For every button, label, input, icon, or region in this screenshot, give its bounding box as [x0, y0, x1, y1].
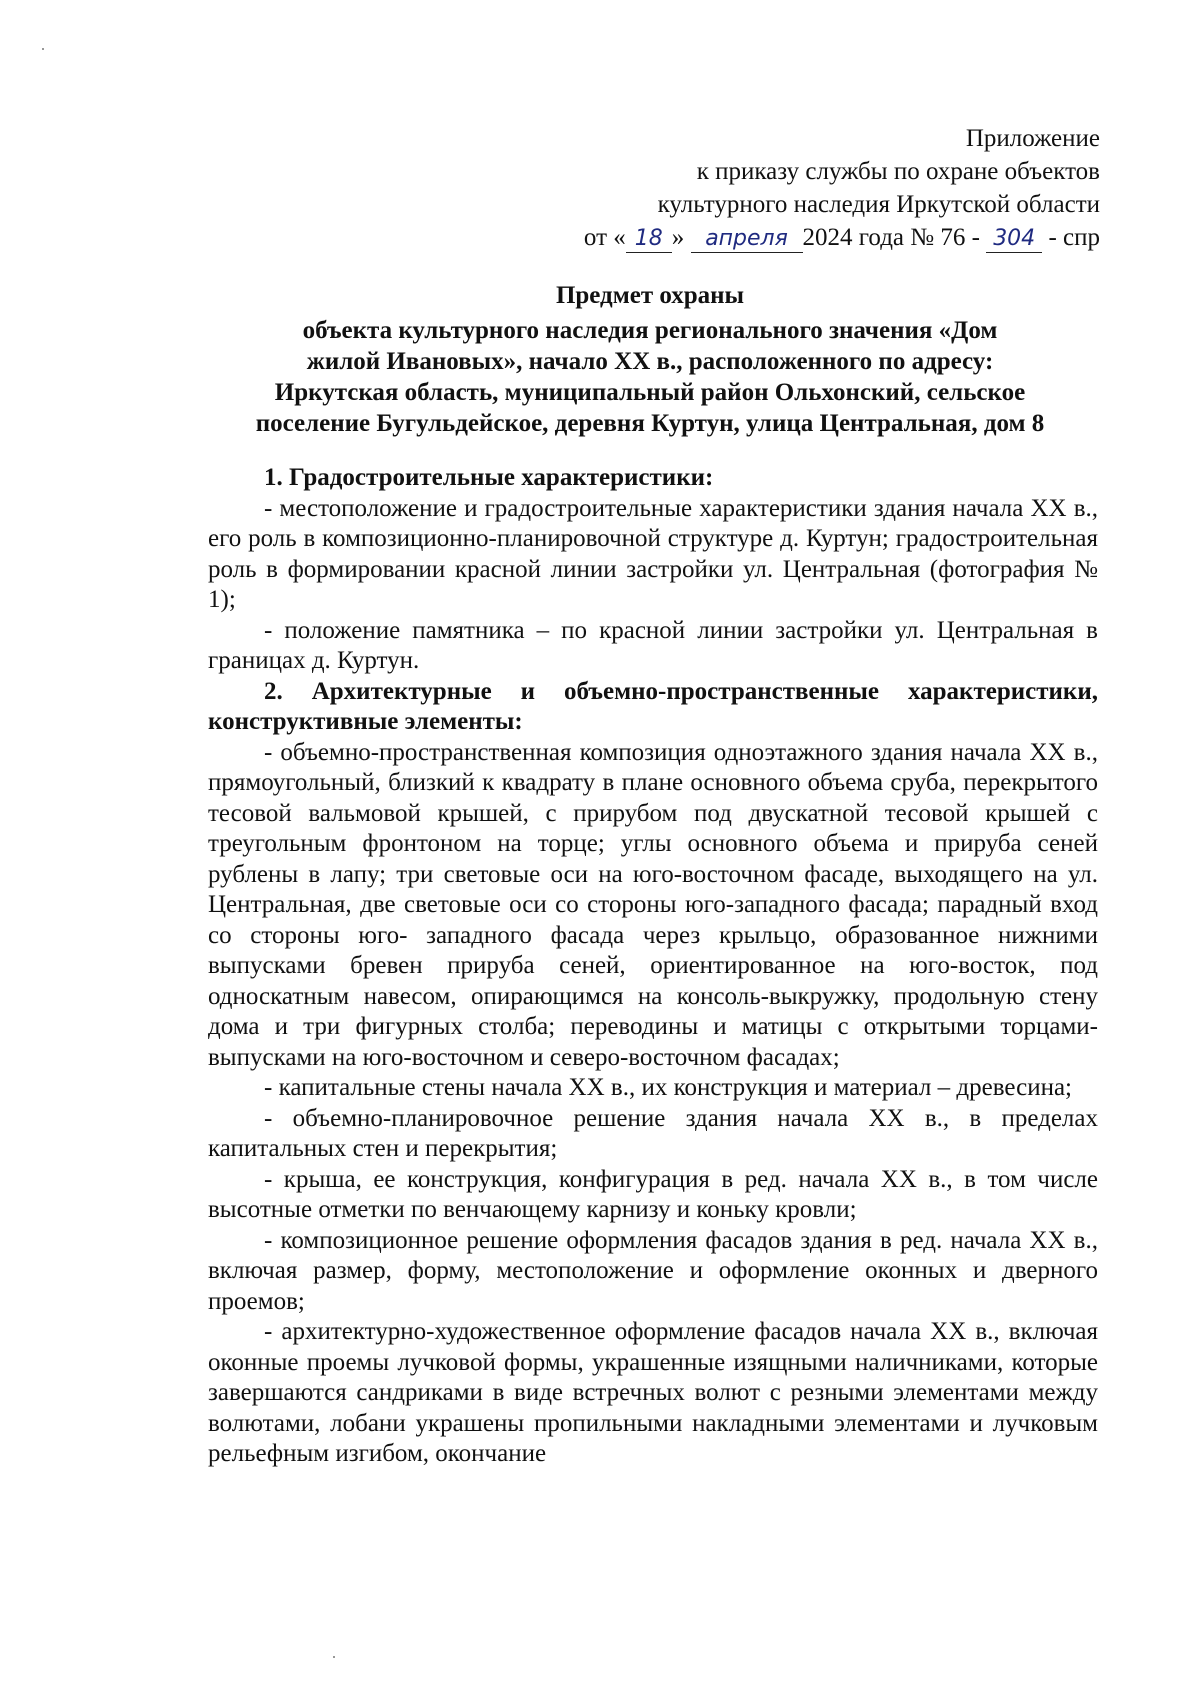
title-line-4: Иркутская область, муниципальный район Ольхонский, сельское	[274, 379, 1026, 406]
section-2-item: - крыша, ее конструкция, конфигурация в ред. начала XX в., в том числе высотные отметки по венчающему карнизу и коньку кровли;	[208, 1165, 1098, 1223]
section-2-item: - объемно-планировочное решение здания начала XX в., в пределах капитальных стен и перекрытия;	[208, 1104, 1098, 1162]
title-line-3: жилой Ивановых», начало XX в., расположенного по адресу:	[306, 348, 994, 375]
section-2-item: - капитальные стены начала XX в., их конструкция и материал – древесина;	[264, 1074, 1072, 1101]
header-line-3: культурного наследия Иркутской области	[657, 191, 1100, 218]
header-line-2: к приказу службы по охране объектов	[696, 158, 1100, 185]
date-year: 2024 года № 76 -	[802, 224, 980, 251]
section-2-item: - композиционное решение оформления фасадов здания в ред. начала XX в., включая размер, форму, местоположение и оформление оконных и дверного проемов;	[208, 1226, 1098, 1315]
handwritten-day: 18	[626, 226, 672, 253]
document-title	[200, 280, 1100, 439]
handwritten-number: 304	[986, 226, 1042, 253]
header-date-line	[400, 221, 1100, 254]
title-line-2: объекта культурного наследия регионального значения «Дом	[302, 317, 998, 344]
date-suffix: - спр	[1048, 224, 1100, 251]
section-2-item: - объемно-пространственная композиция одноэтажного здания начала XX в., прямоугольный, близкий к квадрату в плане основного объема сруба, перекрытого тесовой вальмовой крышей, с прирубом под двускатной тесовой крышей с треугольным фронтоном на торце; углы основного объема и прируба сеней рублены в лапу; три световые оси на юго-восточном фасаде, выходящего на ул. Центральная, две световые оси со стороны юго-западного фасада; парадный вход со стороны юго- западного фасада через крыльцо, образованное нижними выпусками бревен прируба сеней, ориентированное на юго-восток, под односкатным навесом, опирающимся на консоль-выкружку, продольную стену дома и три фигурных столба; переводины и матицы с открытыми торцами-выпусками на юго-восточном и северо-восточном фасадах;	[208, 738, 1098, 1071]
section-2-item: - архитектурно-художественное оформление фасадов начала XX в., включая оконные проемы лучковой формы, украшенные изящными наличниками, которые завершаются сандриками в виде встречных волют с резными элементами между волютами, лобани украшены пропильными накладными элементами и лучковым рельефным изгибом, окончание	[208, 1318, 1098, 1467]
section-1-item: - местоположение и градостроительные характеристики здания начала XX в., его роль в композиционно-планировочной структуре д. Куртун; градостроительная роль в формировании красной линии застройки ул. Центральная (фотография № 1);	[208, 494, 1098, 613]
section-2-heading: 2. Архитектурные и объемно-пространственные характеристики, конструктивные элементы:	[208, 677, 1098, 735]
scan-speck	[42, 48, 44, 50]
handwritten-month: апреля	[691, 226, 803, 253]
title-line-1: Предмет охраны	[555, 282, 745, 309]
section-1-item: - положение памятника – по красной линии застройки ул. Центральная в границах д. Куртун.	[208, 616, 1098, 674]
section-1-heading: 1. Градостроительные характеристики:	[264, 464, 714, 491]
header-line-1: Приложение	[965, 125, 1100, 152]
appendix-header	[400, 122, 1100, 254]
document-body	[208, 463, 1098, 1470]
scan-speck	[333, 1656, 335, 1658]
date-prefix: от «	[583, 224, 626, 251]
title-line-5: поселение Бугульдейское, деревня Куртун, улица Центральная, дом 8	[255, 410, 1045, 437]
date-mid: »	[671, 224, 685, 251]
